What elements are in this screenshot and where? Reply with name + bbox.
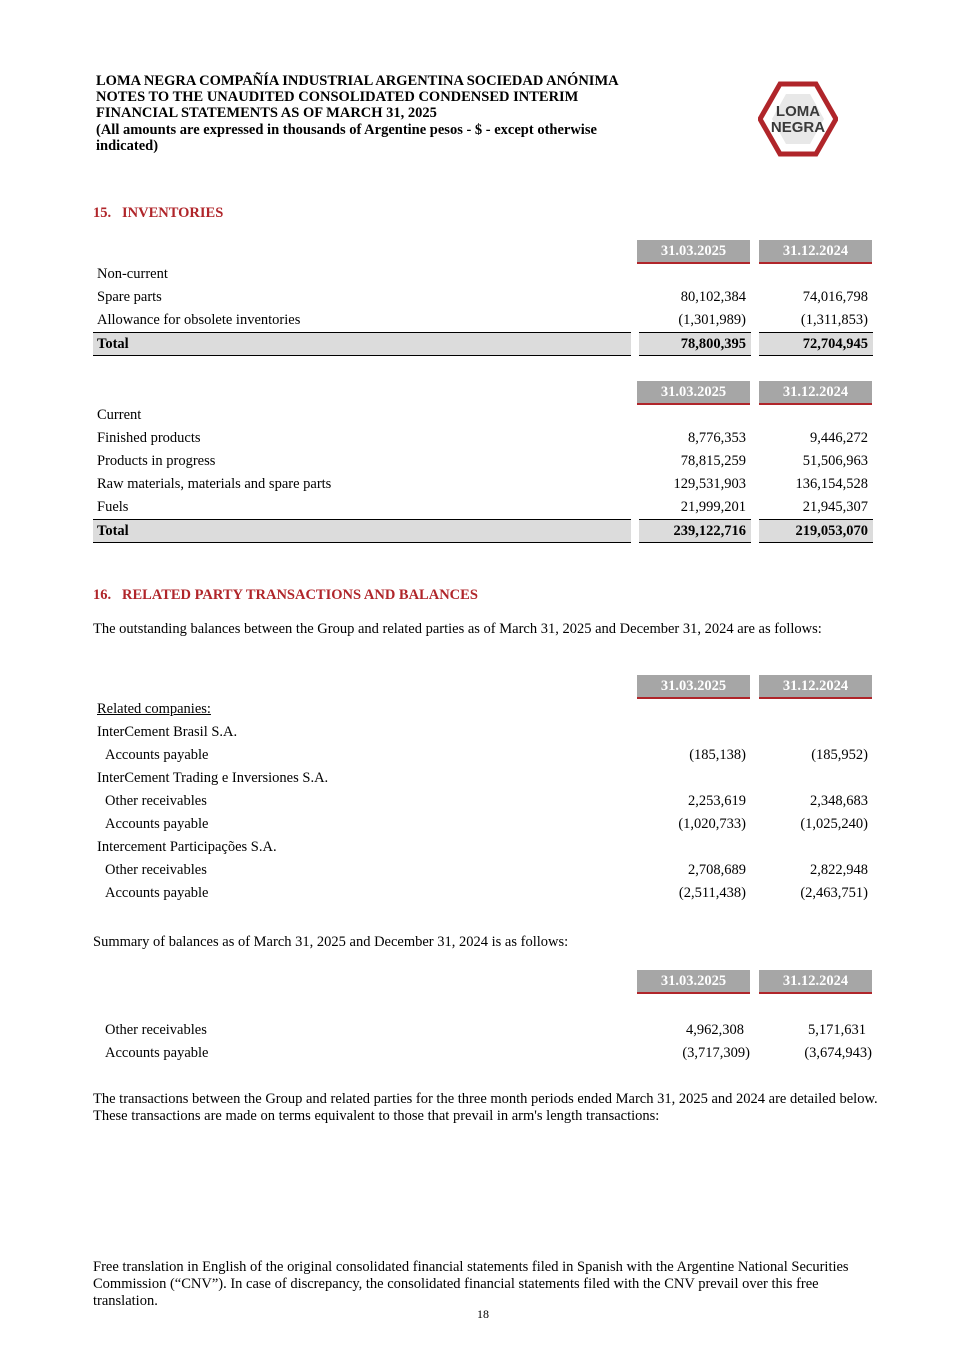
col-header-2025: 31.03.2025 <box>637 240 750 264</box>
row-label: Fuels <box>97 499 129 515</box>
table-row <box>93 882 873 905</box>
value-2024: (2,463,751) <box>800 885 868 901</box>
total-2025: 78,800,395 <box>680 336 746 352</box>
header-line-3: FINANCIAL STATEMENTS AS OF MARCH 31, 2025 <box>96 105 437 122</box>
summary-intro: Summary of balances as of March 31, 2025 and December 31, 2024 is as follows: <box>93 934 569 950</box>
col-header-2025: 31.03.2025 <box>637 970 750 994</box>
value-2024: 2,822,948 <box>810 862 868 878</box>
current-heading <box>93 404 873 427</box>
value-2024: 136,154,528 <box>795 476 868 492</box>
value-2025: (1,301,989) <box>678 312 746 328</box>
row-label: Other receivables <box>105 793 207 809</box>
company-name: InterCement Trading e Inversiones S.A. <box>97 770 329 786</box>
total-2024: 219,053,070 <box>795 523 868 539</box>
section-16-title: 16. RELATED PARTY TRANSACTIONS AND BALANCES <box>93 587 478 603</box>
company-name: InterCement Brasil S.A. <box>97 724 238 740</box>
section-15-title: 15. INVENTORIES <box>93 205 224 221</box>
page-number: 18 <box>477 1307 489 1321</box>
table-row <box>93 309 873 332</box>
table-row <box>93 859 873 882</box>
company-heading <box>93 767 873 790</box>
table-row <box>93 1019 873 1042</box>
value-2024: 9,446,272 <box>810 430 868 446</box>
table-row <box>93 427 873 450</box>
header-line-2: NOTES TO THE UNAUDITED CONSOLIDATED CONDENSED INTERIM <box>96 89 579 106</box>
row-label: Accounts payable <box>105 1045 209 1061</box>
col-header-2024: 31.12.2024 <box>759 240 872 264</box>
noncurrent-heading <box>93 263 873 286</box>
value-2024: 5,171,631 <box>808 1022 866 1038</box>
loma-negra-logo <box>758 80 838 158</box>
value-2025: 21,999,201 <box>680 499 746 515</box>
company-name: LOMA NEGRA COMPAÑÍA INDUSTRIAL ARGENTINA SOCIEDAD ANÓNIMA <box>96 73 619 89</box>
table-row <box>93 496 873 519</box>
value-2025: 80,102,384 <box>680 289 746 305</box>
col-header-2025: 31.03.2025 <box>637 675 750 699</box>
table-row <box>93 473 873 496</box>
col-header-2024: 31.12.2024 <box>759 970 872 994</box>
value-2024: 2,348,683 <box>810 793 868 809</box>
table-row <box>93 1042 873 1065</box>
value-2024: 74,016,798 <box>802 289 868 305</box>
row-label: Other receivables <box>105 1022 207 1038</box>
logo-text-top: LOMA <box>775 103 821 120</box>
total-2025: 239,122,716 <box>673 523 746 539</box>
company-heading <box>93 836 873 859</box>
table-row <box>93 813 873 836</box>
table-row <box>93 744 873 767</box>
value-2025: 78,815,259 <box>680 453 746 469</box>
related-companies-heading <box>93 698 873 721</box>
logo-text-bottom: NEGRA <box>770 119 826 136</box>
company-heading <box>93 721 873 744</box>
value-2025: (2,511,438) <box>678 885 746 901</box>
document-header <box>96 73 736 154</box>
total-label: Total <box>97 336 129 352</box>
value-2024: 51,506,963 <box>802 453 868 469</box>
total-2024: 72,704,945 <box>802 336 868 352</box>
col-header-2024: 31.12.2024 <box>759 675 872 699</box>
row-label: Other receivables <box>105 862 207 878</box>
value-2024: 21,945,307 <box>802 499 868 515</box>
table-row <box>93 790 873 813</box>
row-label: Related companies: <box>97 701 211 717</box>
table-row <box>93 286 873 309</box>
header-line-4: (All amounts are expressed in thousands of Argentine pesos - $ - except otherwise <box>96 121 597 138</box>
value-2024: (185,952) <box>811 747 868 763</box>
value-2025: (1,020,733) <box>678 816 746 832</box>
value-2025: 2,253,619 <box>688 793 746 809</box>
footer-disclaimer: Free translation in English of the original consolidated financial statements filed in Spanish with the Argentine National Securities Commission (“CNV”). In case of discrepancy, the consolidated financial statements filed with the CNV prevail over this free translation. <box>93 1259 849 1309</box>
value-2025: 8,776,353 <box>688 430 746 446</box>
transactions-text: The transactions between the Group and related parties for the three month periods ended March 31, 2025 and 2024 are detailed below. These transactions are made on terms equivalent to those that prevail in arm's length transactions: <box>93 1091 878 1124</box>
total-label: Total <box>97 523 129 539</box>
current-total-row <box>93 519 873 543</box>
col-header-2024: 31.12.2024 <box>759 381 872 405</box>
value-2024: (1,025,240) <box>800 816 868 832</box>
row-label: Accounts payable <box>105 885 209 901</box>
value-2025: 2,708,689 <box>688 862 746 878</box>
table-row <box>93 450 873 473</box>
value-2024: (1,311,853) <box>800 312 868 328</box>
value-2025: (3,717,309) <box>682 1045 750 1061</box>
value-2025: 4,962,308 <box>686 1022 744 1038</box>
row-label: Raw materials, materials and spare parts <box>97 476 332 492</box>
row-label: Accounts payable <box>105 747 209 763</box>
row-label: Finished products <box>97 430 201 446</box>
row-label: Non-current <box>97 266 168 282</box>
value-2025: (185,138) <box>689 747 746 763</box>
row-label: Allowance for obsolete inventories <box>97 312 301 328</box>
row-label: Spare parts <box>97 289 162 305</box>
col-header-2025: 31.03.2025 <box>637 381 750 405</box>
row-label: Current <box>97 407 142 423</box>
value-2024: (3,674,943) <box>804 1045 872 1061</box>
header-line-5: indicated) <box>96 137 159 154</box>
row-label: Accounts payable <box>105 816 209 832</box>
noncurrent-total-row <box>93 332 873 356</box>
balances-intro: The outstanding balances between the Group and related parties as of March 31, 2025 and December 31, 2024 are as follows: <box>93 621 822 637</box>
row-label: Products in progress <box>97 453 216 469</box>
company-name: Intercement Participações S.A. <box>97 839 277 855</box>
value-2025: 129,531,903 <box>673 476 746 492</box>
